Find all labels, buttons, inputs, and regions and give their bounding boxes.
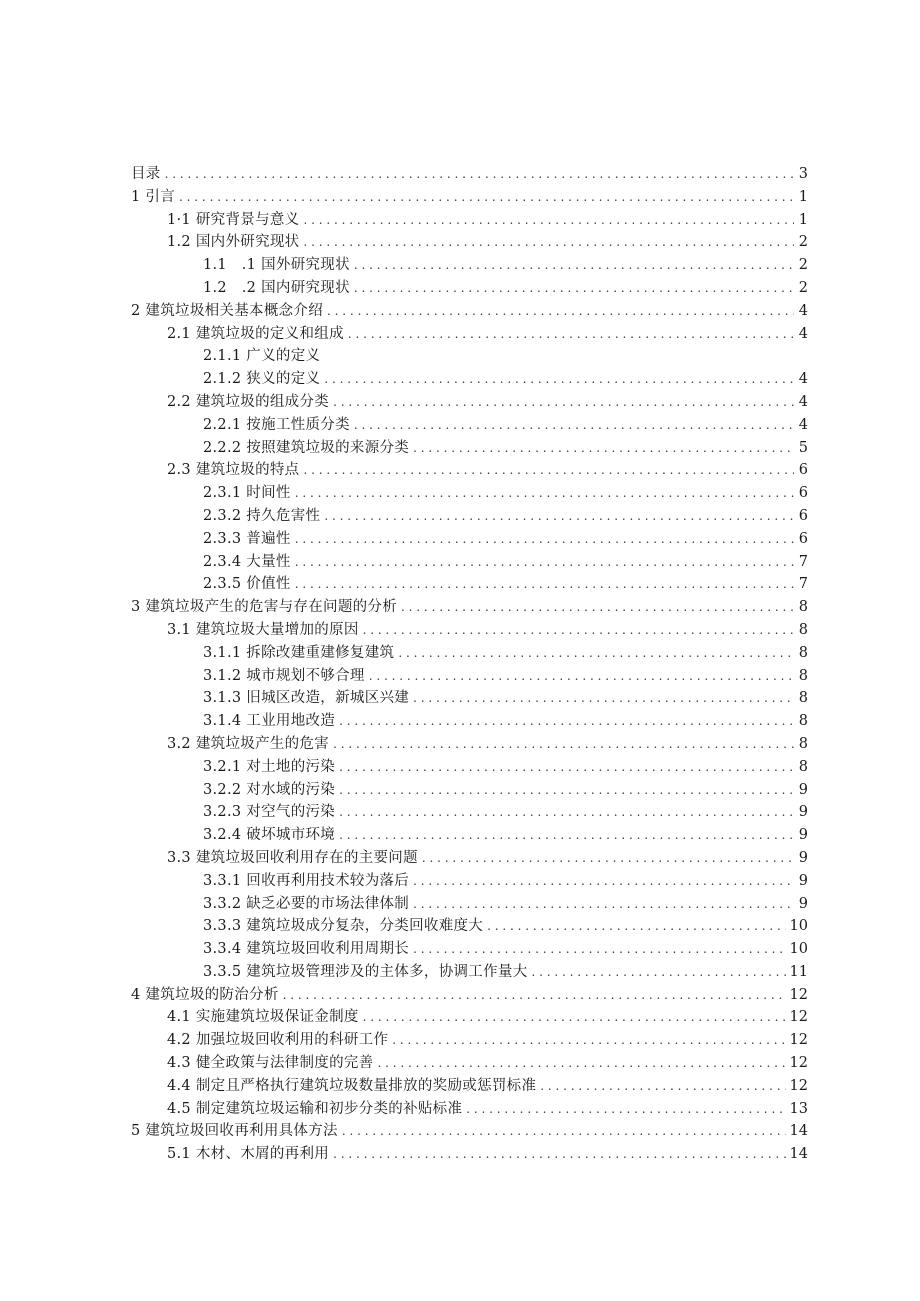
toc-entry-page-number: 7 bbox=[798, 553, 808, 570]
toc-entry-page-number: 1 bbox=[798, 188, 808, 205]
toc-entry-page-number: 2 bbox=[798, 279, 808, 296]
toc-dot-leader bbox=[303, 209, 794, 232]
toc-dot-leader bbox=[295, 528, 794, 551]
toc-entry-page-number: 9 bbox=[798, 872, 808, 889]
toc-dot-leader bbox=[339, 779, 794, 802]
toc-entry-title: 3.1.3 旧城区改造，新城区兴建 bbox=[203, 690, 410, 707]
toc-entry[interactable] bbox=[131, 163, 808, 186]
toc-dot-leader bbox=[540, 1075, 785, 1098]
toc-entry-page-number: 4 bbox=[798, 393, 808, 410]
toc-entry-page-number: 4 bbox=[798, 371, 808, 388]
toc-dot-leader bbox=[466, 1098, 785, 1121]
toc-entry-page-number: 6 bbox=[798, 507, 808, 524]
toc-entry-page-number: 9 bbox=[798, 781, 808, 798]
toc-entry-title: 4.1 实施建筑垃圾保证金制度 bbox=[167, 1009, 359, 1026]
toc-entry-page-number: 8 bbox=[798, 667, 808, 684]
toc-entry-page-number: 8 bbox=[798, 758, 808, 775]
toc-dot-leader bbox=[401, 596, 794, 619]
toc-entry-page-number: 8 bbox=[798, 735, 808, 752]
toc-entry-page-number: 8 bbox=[798, 713, 808, 730]
toc-dot-leader bbox=[369, 665, 794, 688]
toc-entry[interactable] bbox=[131, 209, 808, 232]
toc-entry[interactable] bbox=[131, 300, 808, 323]
toc-entry-page-number: 9 bbox=[798, 804, 808, 821]
toc-entry-page-number: 9 bbox=[798, 895, 808, 912]
toc-entry-title: 3.2.4 破坏城市环境 bbox=[203, 827, 336, 844]
toc-entry-page-number: 8 bbox=[798, 690, 808, 707]
toc-entry-page-number: 10 bbox=[789, 941, 808, 958]
toc-entry-title: 3.3.2 缺乏必要的市场法律体制 bbox=[203, 895, 410, 912]
toc-dot-leader bbox=[333, 733, 794, 756]
toc-dot-leader bbox=[363, 1006, 786, 1029]
toc-entry-title: 3.2.2 对水域的污染 bbox=[203, 781, 336, 798]
toc-dot-leader bbox=[377, 1052, 785, 1075]
toc-entry-page-number: 8 bbox=[798, 599, 808, 616]
toc-dot-leader bbox=[339, 756, 794, 779]
toc-entry-page-number: 12 bbox=[789, 986, 808, 1003]
toc-entry-page-number: 1 bbox=[798, 211, 808, 228]
toc-entry-title: 1 引言 bbox=[131, 188, 176, 205]
toc-dot-leader bbox=[165, 163, 794, 186]
toc-entry[interactable] bbox=[131, 847, 808, 870]
toc-entry-page-number: 6 bbox=[798, 530, 808, 547]
toc-dot-leader bbox=[532, 961, 786, 984]
toc-dot-leader bbox=[363, 619, 794, 642]
toc-entry-title: 3.1.2 城市规划不够合理 bbox=[203, 667, 365, 684]
toc-dot-leader bbox=[283, 984, 786, 1007]
toc-dot-leader bbox=[324, 505, 794, 528]
toc-entry[interactable] bbox=[131, 368, 808, 391]
toc-dot-leader bbox=[354, 414, 794, 437]
toc-dot-leader bbox=[339, 710, 794, 733]
toc-dot-leader bbox=[339, 801, 794, 824]
toc-entry-page-number: 6 bbox=[798, 462, 808, 479]
toc-entry[interactable] bbox=[131, 414, 808, 437]
toc-entry[interactable] bbox=[131, 1052, 808, 1075]
toc-dot-leader bbox=[333, 391, 794, 414]
toc-entry[interactable] bbox=[131, 984, 808, 1007]
toc-entry-title: 3.3.3 建筑垃圾成分复杂，分类回收难度大 bbox=[203, 918, 484, 935]
toc-entry-title: 1·1 研究背景与意义 bbox=[167, 211, 300, 228]
toc-entry-page-number: 9 bbox=[798, 849, 808, 866]
toc-entry-title: 目录 bbox=[131, 166, 161, 182]
toc-dot-leader bbox=[303, 459, 794, 482]
toc-entry[interactable] bbox=[131, 437, 808, 460]
toc-entry[interactable] bbox=[131, 961, 808, 984]
toc-entry[interactable] bbox=[131, 710, 808, 733]
toc-dot-leader bbox=[392, 1029, 785, 1052]
toc-entry-page-number: 6 bbox=[798, 485, 808, 502]
toc-dot-leader bbox=[398, 642, 794, 665]
toc-entry-page-number: 7 bbox=[798, 576, 808, 593]
toc-dot-leader bbox=[413, 893, 794, 916]
toc-entry[interactable] bbox=[131, 893, 808, 916]
toc-dot-leader bbox=[422, 847, 794, 870]
toc-entry[interactable] bbox=[131, 323, 808, 346]
toc-entry-page-number: 2 bbox=[798, 257, 808, 274]
toc-entry-page-number: 4 bbox=[798, 416, 808, 433]
toc-entry-title: 4.4 制定且严格执行建筑垃圾数量排放的奖励或惩罚标准 bbox=[167, 1077, 537, 1094]
toc-entry-title: 2.3 建筑垃圾的特点 bbox=[167, 462, 300, 479]
toc-entry-title: 3.3 建筑垃圾回收利用存在的主要问题 bbox=[167, 849, 418, 866]
toc-entry-title: 2 建筑垃圾相关基本概念介绍 bbox=[131, 302, 324, 319]
toc-dot-leader bbox=[413, 687, 794, 710]
toc-entry[interactable] bbox=[131, 756, 808, 779]
toc-entry[interactable] bbox=[131, 733, 808, 756]
toc-entry[interactable] bbox=[131, 277, 808, 300]
toc-entry-title: 2.3.3 普遍性 bbox=[203, 530, 291, 547]
toc-dot-leader bbox=[295, 482, 794, 505]
toc-dot-leader bbox=[303, 231, 794, 254]
toc-entry-page-number: 4 bbox=[798, 325, 808, 342]
toc-entry-title: 1.1 .1 国外研究现状 bbox=[203, 257, 350, 274]
toc-entry[interactable] bbox=[131, 1029, 808, 1052]
toc-entry-title: 3.1.4 工业用地改造 bbox=[203, 713, 336, 730]
toc-entry[interactable] bbox=[131, 915, 808, 938]
toc-entry-page-number: 8 bbox=[798, 644, 808, 661]
toc-entry-page-number: 2 bbox=[798, 234, 808, 251]
toc-entry-title: 4 建筑垃圾的防治分析 bbox=[131, 986, 279, 1003]
toc-dot-leader bbox=[487, 915, 785, 938]
toc-entry[interactable] bbox=[131, 231, 808, 254]
toc-entry-title: 3 建筑垃圾产生的危害与存在问题的分析 bbox=[131, 599, 398, 616]
toc-entry[interactable] bbox=[131, 1120, 808, 1143]
toc-entry[interactable] bbox=[131, 1143, 808, 1166]
toc-entry[interactable] bbox=[131, 1006, 808, 1029]
toc-entry-title: 3.1.1 拆除改建重建修复建筑 bbox=[203, 644, 395, 661]
toc-entry-title: 3.2.3 对空气的污染 bbox=[203, 804, 336, 821]
toc-dot-leader bbox=[179, 186, 794, 209]
toc-dot-leader bbox=[348, 323, 794, 346]
toc-entry-title: 2.3.4 大量性 bbox=[203, 553, 291, 570]
toc-entry[interactable] bbox=[131, 254, 808, 277]
toc-entry[interactable] bbox=[131, 482, 808, 505]
toc-entry[interactable] bbox=[131, 824, 808, 847]
toc-entry-title: 1.2 国内外研究现状 bbox=[167, 234, 300, 251]
toc-entry[interactable] bbox=[131, 391, 808, 414]
toc-dot-leader bbox=[354, 254, 794, 277]
toc-entry-title: 1.2 .2 国内研究现状 bbox=[203, 279, 350, 296]
toc-entry-title: 2.2.2 按照建筑垃圾的来源分类 bbox=[203, 439, 410, 456]
toc-dot-leader bbox=[413, 938, 785, 961]
toc-entry[interactable] bbox=[131, 1098, 808, 1121]
toc-entry-page-number: 12 bbox=[789, 1055, 808, 1072]
toc-entry-page-number: 13 bbox=[789, 1100, 808, 1117]
toc-entry-title: 3.2.1 对土地的污染 bbox=[203, 758, 336, 775]
toc-entry-page-number: 12 bbox=[789, 1077, 808, 1094]
toc-dot-leader bbox=[342, 1120, 786, 1143]
toc-entry[interactable] bbox=[131, 801, 808, 824]
toc-entry[interactable] bbox=[131, 1075, 808, 1098]
toc-entry[interactable] bbox=[131, 596, 808, 619]
toc-entry[interactable] bbox=[131, 619, 808, 642]
toc-entry[interactable] bbox=[131, 551, 808, 574]
toc-entry[interactable] bbox=[131, 459, 808, 482]
toc-entry[interactable] bbox=[131, 505, 808, 528]
toc-entry-title: 3.3.4 建筑垃圾回收利用周期长 bbox=[203, 941, 410, 958]
toc-entry-title: 3.1 建筑垃圾大量增加的原因 bbox=[167, 621, 359, 638]
table-of-contents bbox=[131, 163, 808, 1166]
toc-dot-leader bbox=[413, 437, 794, 460]
toc-entry-page-number: 8 bbox=[798, 621, 808, 638]
toc-entry-title: 3.3.1 回收再利用技术较为落后 bbox=[203, 872, 410, 889]
toc-dot-leader bbox=[354, 277, 794, 300]
toc-entry[interactable] bbox=[131, 573, 808, 596]
toc-dot-leader bbox=[333, 1143, 785, 1166]
toc-entry-title: 2.2 建筑垃圾的组成分类 bbox=[167, 393, 330, 410]
toc-entry[interactable] bbox=[131, 186, 808, 209]
toc-entry-page-number: 14 bbox=[789, 1123, 808, 1140]
toc-entry-page-number: 12 bbox=[789, 1009, 808, 1026]
toc-entry[interactable] bbox=[131, 665, 808, 688]
toc-entry-title: 2.2.1 按施工性质分类 bbox=[203, 416, 350, 433]
toc-entry-page-number: 5 bbox=[798, 439, 808, 456]
toc-dot-leader bbox=[295, 573, 794, 596]
toc-entry-page-number: 11 bbox=[789, 963, 808, 980]
toc-entry-title: 4.2 加强垃圾回收利用的科研工作 bbox=[167, 1032, 389, 1049]
toc-entry-page-number: 14 bbox=[789, 1146, 808, 1163]
toc-dot-leader bbox=[327, 300, 794, 323]
toc-entry[interactable] bbox=[131, 642, 808, 665]
toc-entry-page-number: 3 bbox=[798, 166, 808, 182]
toc-entry-title: 2.1 建筑垃圾的定义和组成 bbox=[167, 325, 344, 342]
toc-entry-title: 3.2 建筑垃圾产生的危害 bbox=[167, 735, 330, 752]
toc-entry[interactable] bbox=[131, 345, 808, 368]
toc-entry-page-number: 9 bbox=[798, 827, 808, 844]
toc-dot-leader bbox=[324, 368, 794, 391]
toc-entry[interactable] bbox=[131, 870, 808, 893]
toc-entry-page-number: 10 bbox=[789, 918, 808, 935]
toc-entry[interactable] bbox=[131, 938, 808, 961]
toc-entry-title: 4.5 制定建筑垃圾运输和初步分类的补贴标准 bbox=[167, 1100, 463, 1117]
toc-entry-title: 2.3.1 时间性 bbox=[203, 485, 291, 502]
toc-dot-leader bbox=[413, 870, 794, 893]
toc-entry-title: 2.1.1 广义的定义 bbox=[203, 348, 321, 365]
toc-entry[interactable] bbox=[131, 687, 808, 710]
toc-entry-page-number: 4 bbox=[798, 302, 808, 319]
toc-entry-title: 2.3.5 价值性 bbox=[203, 576, 291, 593]
toc-entry-page-number: 12 bbox=[789, 1032, 808, 1049]
toc-dot-leader bbox=[295, 551, 794, 574]
toc-entry-title: 2.3.2 持久危害性 bbox=[203, 507, 321, 524]
toc-entry[interactable] bbox=[131, 528, 808, 551]
toc-entry-title: 2.1.2 狭义的定义 bbox=[203, 371, 321, 388]
toc-entry[interactable] bbox=[131, 779, 808, 802]
toc-entry-title: 4.3 健全政策与法律制度的完善 bbox=[167, 1055, 374, 1072]
toc-dot-leader bbox=[339, 824, 794, 847]
toc-entry-title: 5 建筑垃圾回收再利用具体方法 bbox=[131, 1123, 338, 1140]
toc-entry-title: 5.1 木材、木屑的再利用 bbox=[167, 1146, 330, 1163]
toc-entry-title: 3.3.5 建筑垃圾管理涉及的主体多，协调工作量大 bbox=[203, 963, 528, 980]
